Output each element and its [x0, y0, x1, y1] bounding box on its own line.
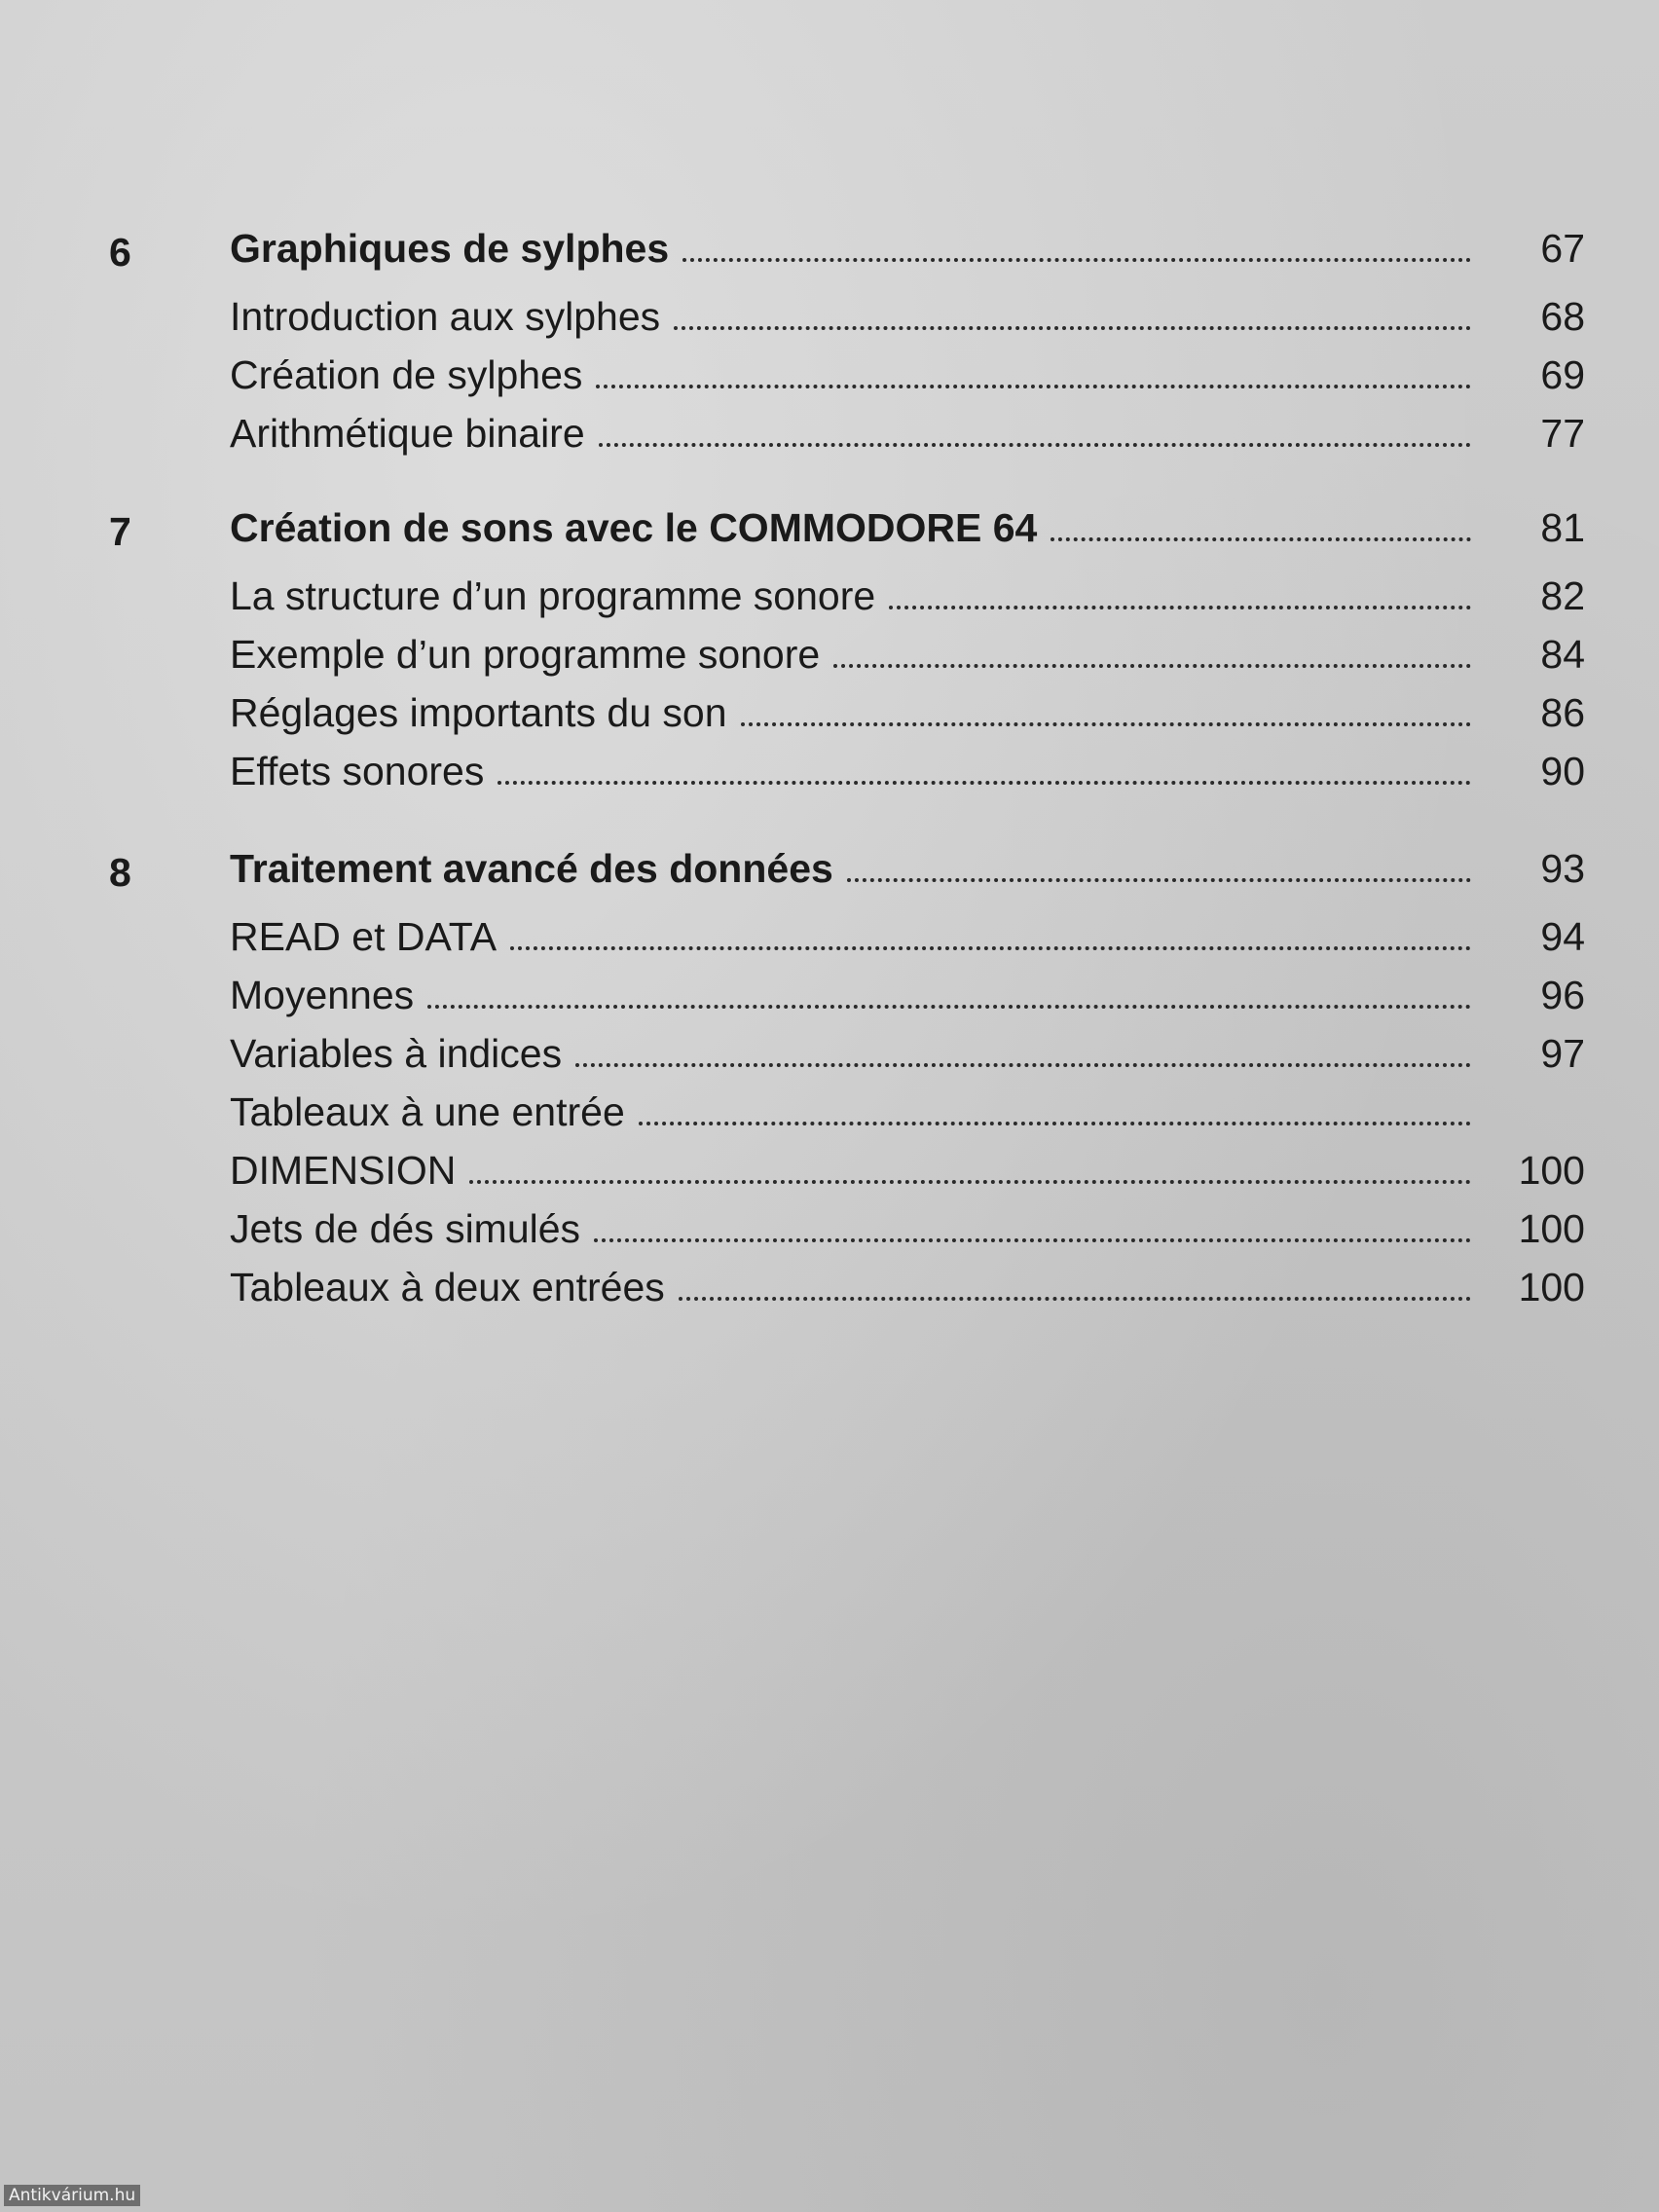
- page-number: 97: [1540, 1031, 1585, 1076]
- toc-entry: [0, 1261, 1659, 1319]
- page-number: 82: [1540, 573, 1585, 618]
- chapter-title-line: [230, 505, 1471, 551]
- dot-leader: [510, 945, 1471, 950]
- entry-label: READ et DATA: [230, 914, 498, 959]
- page-number: 77: [1540, 411, 1585, 456]
- entry-label: Création de sylphes: [230, 352, 583, 397]
- dot-leader: [1051, 536, 1471, 541]
- entry-label: Tableaux à une entrée: [230, 1089, 625, 1134]
- entry-line: [230, 1089, 1471, 1135]
- page-number: 90: [1540, 749, 1585, 793]
- chapter-number: 8: [109, 850, 131, 895]
- dot-leader: [674, 325, 1471, 330]
- entry-label: Jets de dés simulés: [230, 1206, 581, 1251]
- entry-line: [230, 294, 1471, 340]
- entry-line: [230, 1031, 1471, 1077]
- toc-entry: [0, 1027, 1659, 1086]
- page-number: 68: [1540, 294, 1585, 339]
- entry-line: [230, 632, 1471, 678]
- entry-label: Réglages importants du son: [230, 690, 727, 735]
- chapter-title-line: [230, 846, 1471, 892]
- entry-line: [230, 573, 1471, 619]
- chapter-heading: [0, 501, 1659, 560]
- chapter-number: 7: [109, 509, 131, 554]
- entry-label: Exemple d’un programme sonore: [230, 632, 821, 677]
- page-number: 96: [1540, 973, 1585, 1017]
- dot-leader: [833, 663, 1471, 668]
- toc-entry: [0, 686, 1659, 745]
- watermark-label: Antikvárium.hu: [4, 2185, 140, 2206]
- page-number: 86: [1540, 690, 1585, 735]
- entry-label: Introduction aux sylphes: [230, 294, 661, 339]
- page-number: 100: [1518, 1148, 1585, 1193]
- toc-entry: [0, 910, 1659, 969]
- entry-label: Tableaux à deux entrées: [230, 1265, 665, 1309]
- page-number: 67: [1540, 226, 1585, 271]
- toc-entry: [0, 407, 1659, 465]
- toc-entry: [0, 349, 1659, 407]
- page-number: 100: [1518, 1265, 1585, 1309]
- dot-leader: [427, 1004, 1471, 1009]
- toc-entry: [0, 628, 1659, 686]
- dot-leader: [682, 257, 1471, 262]
- dot-leader: [596, 384, 1471, 388]
- page-number: 84: [1540, 632, 1585, 677]
- chapter-heading: [0, 222, 1659, 280]
- page-number: 94: [1540, 914, 1585, 959]
- chapter-number: 6: [109, 230, 131, 275]
- chapter-title: Graphiques de sylphes: [230, 226, 670, 271]
- chapter-title: Création de sons avec le COMMODORE 64: [230, 505, 1038, 550]
- entry-label: Moyennes: [230, 973, 415, 1017]
- toc-entry: [0, 1202, 1659, 1261]
- dot-leader: [741, 721, 1471, 726]
- entry-line: [230, 749, 1471, 794]
- entry-line: [230, 973, 1471, 1018]
- dot-leader: [639, 1121, 1471, 1125]
- entry-line: [230, 352, 1471, 398]
- chapter-7: [0, 501, 1659, 803]
- dot-leader: [594, 1237, 1471, 1242]
- entry-line: [230, 411, 1471, 457]
- dot-leader: [679, 1296, 1471, 1301]
- toc-entry: [0, 290, 1659, 349]
- entry-label: Effets sonores: [230, 749, 485, 793]
- toc-entry: [0, 1144, 1659, 1202]
- toc-entry: [0, 745, 1659, 803]
- dot-leader: [599, 442, 1471, 447]
- toc-entry: [0, 570, 1659, 628]
- dot-leader: [889, 605, 1471, 609]
- page-number: 69: [1540, 352, 1585, 397]
- chapter-title: Traitement avancé des données: [230, 846, 833, 891]
- toc-entry: [0, 969, 1659, 1027]
- entry-line: [230, 690, 1471, 736]
- page-number: 100: [1518, 1206, 1585, 1251]
- entry-line: [230, 914, 1471, 960]
- page-number: 81: [1540, 505, 1585, 550]
- entry-line: [230, 1265, 1471, 1310]
- entry-label: La structure d’un programme sonore: [230, 573, 876, 618]
- dot-leader: [847, 877, 1471, 882]
- page-number: 93: [1540, 846, 1585, 891]
- entry-label: DIMENSION: [230, 1148, 457, 1193]
- toc-entry: [0, 1086, 1659, 1144]
- dot-leader: [575, 1062, 1471, 1067]
- entry-line: [230, 1148, 1471, 1194]
- dot-leader: [469, 1179, 1471, 1184]
- entry-line: [230, 1206, 1471, 1252]
- chapter-6: [0, 222, 1659, 465]
- entry-label: Variables à indices: [230, 1031, 563, 1076]
- chapter-8: [0, 842, 1659, 1319]
- chapter-heading: [0, 842, 1659, 901]
- dot-leader: [498, 780, 1471, 785]
- entry-label: Arithmétique binaire: [230, 411, 585, 456]
- chapter-title-line: [230, 226, 1471, 272]
